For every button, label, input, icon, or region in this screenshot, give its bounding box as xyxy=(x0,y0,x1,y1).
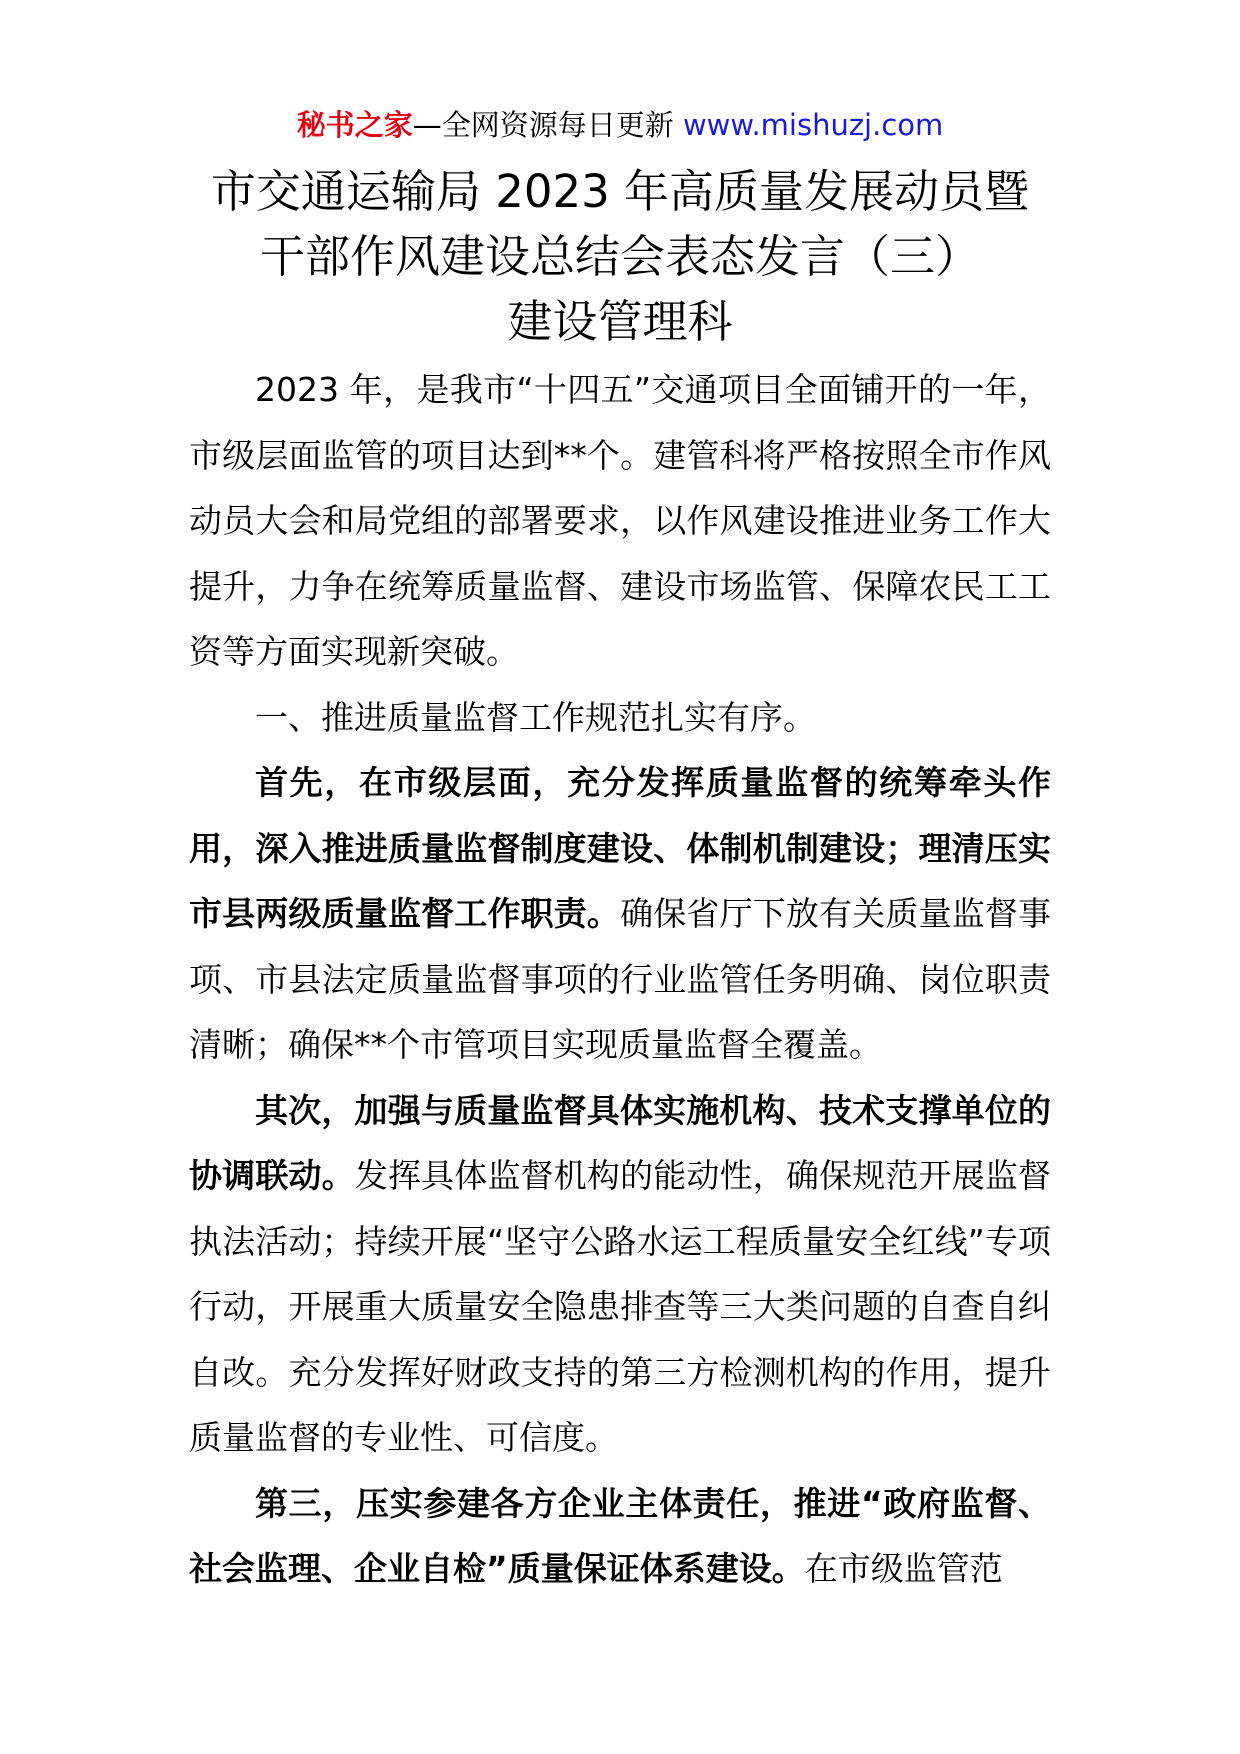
site-url-link[interactable]: www.mishuzj.com xyxy=(682,108,944,142)
document-subtitle: 建设管理科 xyxy=(507,295,733,348)
section-heading-1: 一、推进质量监督工作规范扎实有序。 xyxy=(255,697,816,737)
paragraph-rest: 在市级监管范 xyxy=(804,1549,1003,1588)
paragraph-lead-bold: 其次，加强与质量监督具体实施机构、技术支撑单位的协调联动。 xyxy=(189,1090,1051,1195)
paragraph-intro: 2023 年，是我市“十四五”交通项目全面铺开的一年，市级层面监管的项目达到**个。建管科将严格按照全市作风动员大会和局党组的部署要求，以作风建设推进业务工作大提升，力争在统筹质量监督、建设市场监管、保障农民工工资等方面实现新突破。 xyxy=(189,370,1051,671)
paragraph-rest: 发挥具体监督机构的能动性，确保规范开展监督执法活动；持续开展“坚守公路水运工程质量安全红线”专项行动，开展重大质量安全隐患排查等三大类问题的自查自纠自改。充分发挥好财政支持的第三方检测机构的作用，提升质量监督的专业性、可信度。 xyxy=(189,1156,1052,1457)
document-body xyxy=(189,357,1051,1602)
paragraph-rest: 确保省厅下放有关质量监督事项、市县法定质量监督事项的行业监管任务明确、岗位职责清晰；确保**个市管项目实现质量监督全覆盖。 xyxy=(189,894,1052,1064)
paragraph-first-point xyxy=(189,750,1051,1078)
paragraph-third-point xyxy=(189,1471,1051,1602)
brand-name: 秘书之家 xyxy=(296,108,413,142)
site-banner xyxy=(0,100,1240,150)
document-title-line-2: 干部作风建设总结会表态发言（三） xyxy=(259,230,980,283)
banner-tagline: —全网资源每日更新 xyxy=(412,108,683,142)
paragraph-second-point xyxy=(189,1078,1051,1471)
paragraph-lead-bold: 第三，压实参建各方企业主体责任，推进“政府监督、社会监理、企业自检”质量保证体系建设。 xyxy=(189,1483,1051,1588)
document-title-line-1: 市交通运输局 2023 年高质量发展动员暨 xyxy=(210,165,1030,218)
paragraph-lead-bold: 首先，在市级层面，充分发挥质量监督的统筹牵头作用，深入推进质量监督制度建设、体制机制建设；理清压实市县两级质量监督工作职责。 xyxy=(189,763,1051,933)
